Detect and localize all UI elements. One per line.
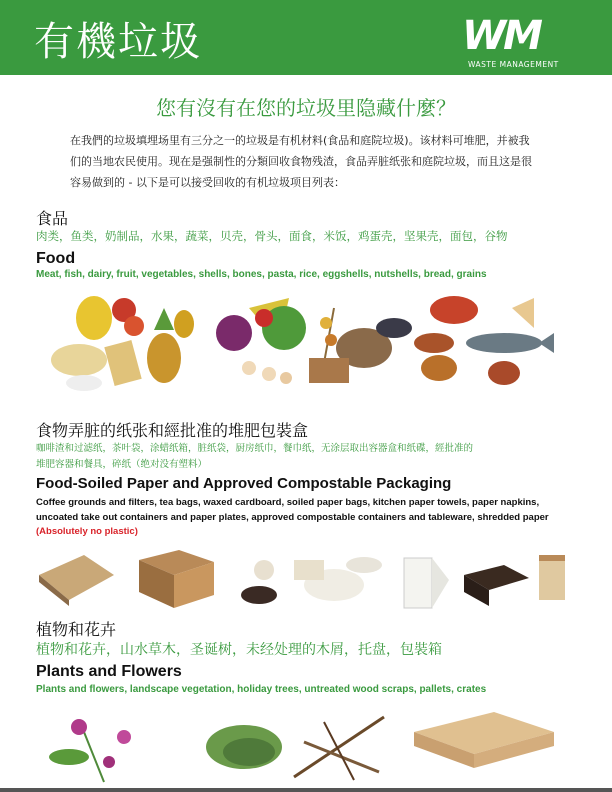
pizza-box-icon	[39, 555, 114, 606]
coffee-filter-icon	[241, 560, 277, 604]
plants-heading-cn: 植物和花卉	[36, 620, 117, 639]
question-heading: 您有沒有在您的垃圾里隐藏什麼？	[156, 96, 456, 120]
paper-items-cn-2: 堆肥容器和餐具，碎纸（绝对没有塑料）	[36, 459, 208, 470]
paper-towel-icon	[404, 558, 449, 608]
pallet-icon	[414, 712, 554, 768]
takeout-box-icon	[464, 565, 529, 606]
paper-items-cn-1: 咖啡渣和过滤纸，茶叶袋，涂蜡纸箱，脏纸袋，厨房纸巾，餐巾纸，无涂层取出容器盒和纸碟，經批准的	[36, 443, 474, 454]
wm-logo	[462, 13, 590, 72]
plants-illustration	[34, 702, 574, 786]
food-illustration	[34, 288, 564, 398]
cup-icon	[539, 555, 565, 600]
paper-heading-cn: 食物弄脏的纸张和經批准的堆肥包裝盒	[36, 421, 309, 440]
cardboard-box-icon	[139, 550, 214, 608]
paper-items-en	[36, 496, 556, 540]
page-title: 有機垃圾	[34, 19, 202, 65]
pasta-icon	[51, 340, 142, 391]
header-bar	[0, 0, 612, 75]
plants-heading-en: Plants and Flowers	[36, 663, 182, 680]
food-heading-en: Food	[36, 250, 76, 267]
paper-plate-icon	[294, 557, 382, 601]
food-items-cn: 肉类，鱼类，奶制品，水果，蔬菜，贝壳，骨头，面食，米饭，鸡蛋壳，坚果壳，面包，谷物	[36, 229, 508, 243]
vegetables-icon	[216, 298, 306, 384]
logo-subtext: WASTE MANAGEMENT	[468, 60, 559, 69]
logo-mark: WM	[462, 13, 540, 59]
branches-icon	[294, 717, 384, 780]
paper-items-en-text: Coffee grounds and filters, tea bags, waxed cardboard, soiled paper bags, kitchen paper towels, paper napkins, uncoated take out containers and paper plates, approved compostable containers and tableware, shredded paper	[36, 497, 549, 523]
intro-paragraph: 在我們的垃圾填埋场里有三分之一的垃圾是有机材料(食品和庭院垃圾)。该材料可堆肥，并被我们的当地农民使用。现在是强制性的分類回收食物残渣，食品弄脏纸张和庭院垃圾，而且这是很容易做到的 - 以下是可以接受回收的有机垃圾项目列表：	[70, 134, 532, 189]
flowers-icon	[49, 719, 131, 782]
bread-icon	[309, 308, 412, 383]
no-plastic-note: (Absolutely no plastic)	[36, 526, 138, 537]
paper-illustration	[34, 540, 574, 610]
food-heading-cn: 食品	[36, 209, 69, 228]
fish-icon	[466, 333, 554, 353]
food-items-en: Meat, fish, dairy, fruit, vegetables, shells, bones, pasta, rice, eggshells, nutshells, bread, grains	[36, 269, 487, 280]
plants-items-en: Plants and flowers, landscape vegetation, holiday trees, untreated wood scraps, pallets, crates	[36, 684, 487, 695]
plants-items-cn: 植物和花卉，山水草木，圣诞树，未经处理的木屑，托盘，包裝箱	[36, 642, 442, 658]
paper-heading-en: Food-Soiled Paper and Approved Compostable Packaging	[36, 475, 452, 492]
grass-icon	[206, 725, 282, 769]
bottom-divider	[0, 788, 612, 792]
